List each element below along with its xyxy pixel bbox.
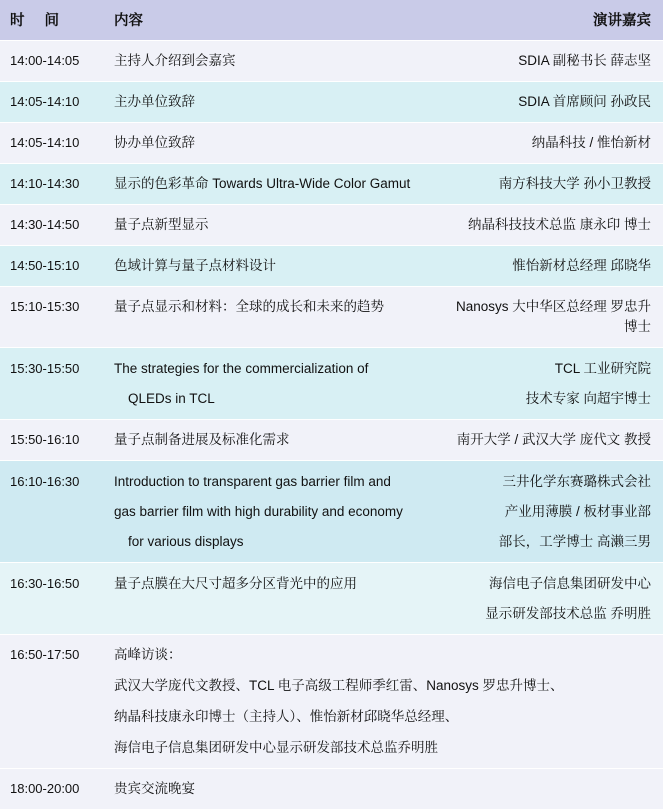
row-content bbox=[104, 205, 444, 246]
content-line: 主持人介绍到会嘉宾 bbox=[114, 53, 236, 68]
content-line: 纳晶科技康永印博士（主持人）、惟怡新材邱晓华总经理、 bbox=[114, 709, 459, 724]
table-row bbox=[0, 563, 663, 635]
row-speaker bbox=[444, 205, 663, 246]
row-speaker bbox=[444, 348, 663, 420]
row-time: 16:50-17:50 bbox=[0, 635, 104, 769]
table-row bbox=[0, 246, 663, 287]
speaker-line: 纳晶科技技术总监 康永印 博士 bbox=[467, 217, 651, 232]
row-time: 15:30-15:50 bbox=[0, 348, 104, 420]
column-header-time: 时 间 bbox=[0, 0, 104, 41]
content-line: 显示的色彩革命 Towards Ultra-Wide Color Gamut bbox=[114, 176, 411, 191]
content-line: 海信电子信息集团研发中心显示研发部技术总监乔明胜 bbox=[114, 740, 438, 755]
speaker-line: 南方科技大学 孙小卫教授 bbox=[498, 176, 651, 191]
speaker-line: 海信电子信息集团研发中心 bbox=[489, 576, 651, 591]
table-row bbox=[0, 769, 663, 810]
row-time: 18:00-20:00 bbox=[0, 769, 104, 810]
row-time: 16:30-16:50 bbox=[0, 563, 104, 635]
row-speaker bbox=[444, 123, 663, 164]
content-line: gas barrier film with high durability and economy bbox=[114, 504, 403, 519]
content-line: 量子点新型显示 bbox=[114, 217, 209, 232]
table-row bbox=[0, 348, 663, 420]
row-content bbox=[104, 123, 444, 164]
row-content bbox=[104, 82, 444, 123]
row-time: 14:10-14:30 bbox=[0, 164, 104, 205]
row-time: 14:30-14:50 bbox=[0, 205, 104, 246]
row-time: 16:10-16:30 bbox=[0, 461, 104, 563]
content-line: 高峰访谈： bbox=[114, 647, 182, 662]
speaker-line: Nanosys 大中华区总经理 罗忠升博士 bbox=[455, 299, 651, 334]
row-time: 15:50-16:10 bbox=[0, 420, 104, 461]
row-time: 14:00-14:05 bbox=[0, 41, 104, 82]
row-content bbox=[104, 287, 444, 348]
table-row bbox=[0, 123, 663, 164]
speaker-line: 纳晶科技 / 惟怡新材 bbox=[531, 135, 651, 150]
table-row bbox=[0, 635, 663, 769]
content-line: 量子点膜在大尺寸超多分区背光中的应用 bbox=[114, 576, 357, 591]
content-line: 贵宾交流晚宴 bbox=[114, 781, 195, 796]
content-line: 主办单位致辞 bbox=[114, 94, 195, 109]
row-time: 15:10-15:30 bbox=[0, 287, 104, 348]
speaker-line: 部长，工学博士 高濑三男 bbox=[498, 534, 651, 549]
table-row bbox=[0, 287, 663, 348]
content-line: 量子点制备进展及标准化需求 bbox=[114, 432, 290, 447]
row-content bbox=[104, 420, 444, 461]
table-row bbox=[0, 420, 663, 461]
row-speaker bbox=[444, 420, 663, 461]
table-header-row bbox=[0, 0, 663, 41]
content-line: for various displays bbox=[128, 534, 244, 549]
row-content bbox=[104, 246, 444, 287]
row-time: 14:05-14:10 bbox=[0, 82, 104, 123]
content-line: The strategies for the commercialization of bbox=[114, 361, 369, 376]
row-speaker bbox=[444, 164, 663, 205]
speaker-line: SDIA 首席顾问 孙政民 bbox=[518, 94, 651, 109]
row-content bbox=[104, 41, 444, 82]
row-time: 14:05-14:10 bbox=[0, 123, 104, 164]
speaker-line: TCL 工业研究院 bbox=[554, 361, 651, 376]
row-content bbox=[104, 461, 444, 563]
content-line: 色域计算与量子点材料设计 bbox=[114, 258, 276, 273]
table-row bbox=[0, 82, 663, 123]
row-speaker bbox=[444, 41, 663, 82]
row-speaker bbox=[444, 461, 663, 563]
row-content bbox=[104, 348, 444, 420]
row-speaker bbox=[444, 287, 663, 348]
table-row bbox=[0, 164, 663, 205]
row-content bbox=[104, 164, 444, 205]
content-line: 武汉大学庞代文教授、TCL 电子高级工程师季红雷、Nanosys 罗忠升博士、 bbox=[114, 678, 564, 693]
row-content bbox=[104, 769, 663, 810]
row-time: 14:50-15:10 bbox=[0, 246, 104, 287]
row-content bbox=[104, 563, 444, 635]
content-line: QLEDs in TCL bbox=[128, 391, 215, 406]
table-row bbox=[0, 205, 663, 246]
table-row bbox=[0, 41, 663, 82]
content-line: 量子点显示和材料：全球的成长和未来的趋势 bbox=[114, 299, 384, 314]
speaker-line: SDIA 副秘书长 薛志坚 bbox=[518, 53, 651, 68]
speaker-line: 产业用薄膜 / 板材事业部 bbox=[504, 504, 651, 519]
speaker-line: 三井化学东赛璐株式会社 bbox=[502, 474, 651, 489]
row-content bbox=[104, 635, 663, 769]
content-line: Introduction to transparent gas barrier film and bbox=[114, 474, 391, 489]
table-row bbox=[0, 461, 663, 563]
column-header-speaker: 演讲嘉宾 bbox=[444, 0, 663, 41]
speaker-line: 技术专家 向超宇博士 bbox=[525, 391, 651, 406]
row-speaker bbox=[444, 246, 663, 287]
speaker-line: 惟怡新材总经理 邱晓华 bbox=[512, 258, 651, 273]
row-speaker bbox=[444, 563, 663, 635]
row-speaker bbox=[444, 82, 663, 123]
column-header-content: 内容 bbox=[104, 0, 444, 41]
speaker-line: 南开大学 / 武汉大学 庞代文 教授 bbox=[456, 432, 651, 447]
content-line: 协办单位致辞 bbox=[114, 135, 195, 150]
speaker-line: 显示研发部技术总监 乔明胜 bbox=[485, 606, 651, 621]
